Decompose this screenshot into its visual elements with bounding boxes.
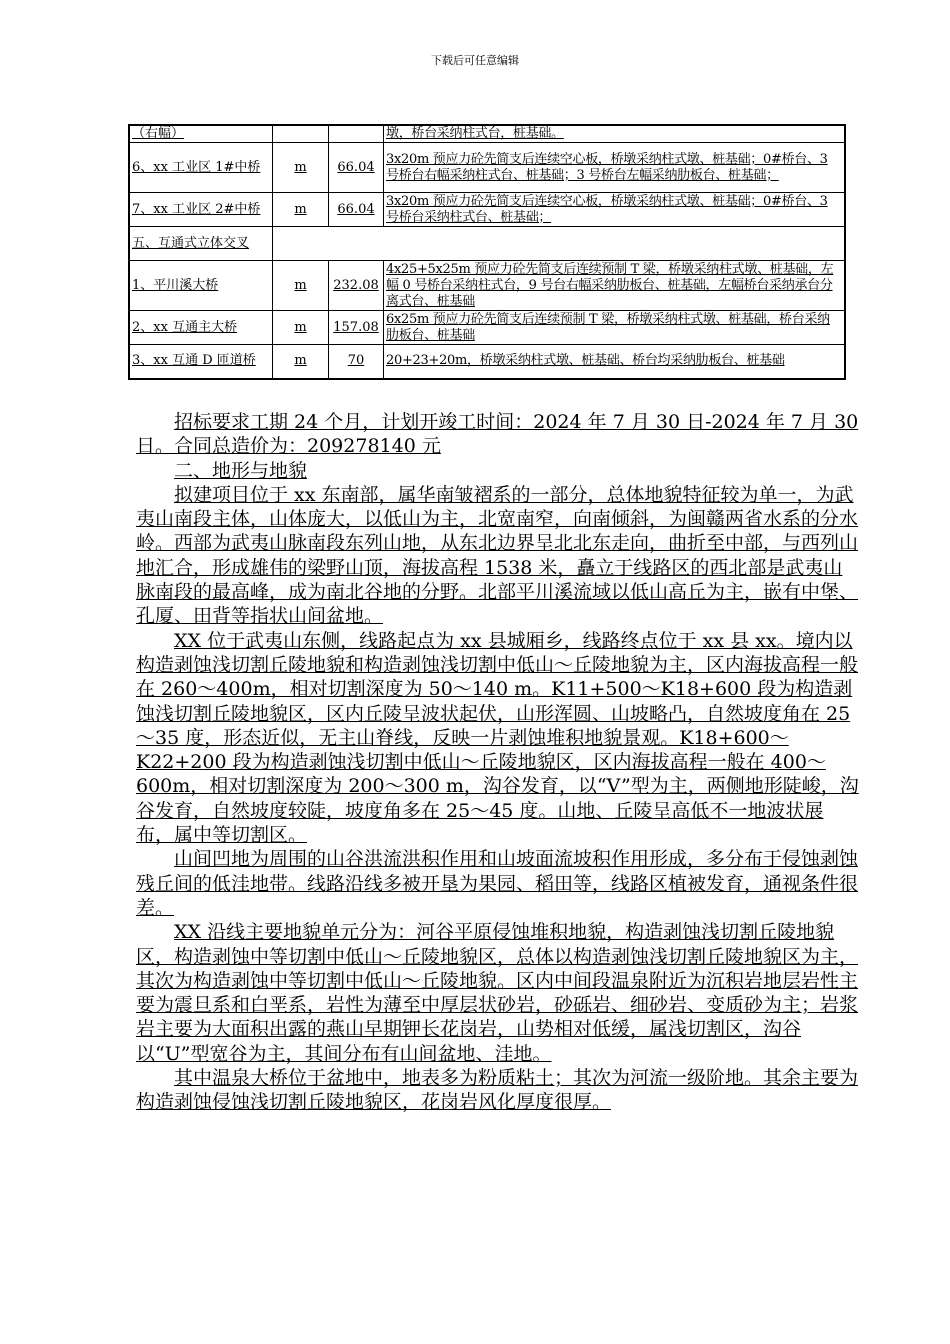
table-row [129,125,845,143]
paragraph-landform-units: XX 沿线主要地貌单元分为：河谷平原侵蚀堆积地貌，构造剥蚀浅切割丘陵地貌区，构造剥蚀中等切割中低山～丘陵地貌区，总体以构造剥蚀浅切割丘陵地貌区为主，其次为构造剥蚀中等切割中低山～丘陵地貌。区内中间段温泉附近为沉积岩地层岩性主要为震旦系和白垩系，岩性为薄至中厚层状砂岩，砂砾岩、细砂岩、变质砂为主；岩浆岩主要为大面积出露的燕山早期钾长花岗岩，山势相对低缓，属浅切割区，沟谷以“U”型宽谷为主，其间分布有山间盆地、洼地。 [136,921,859,1065]
bridge-spec-table [128,124,846,380]
paragraph-schedule: 招标要求工期 24 个月，计划开竣工时间：2024 年 7 月 30 日-2024 年 7 月 30 日。合同总造价为：209278140 元 [136,411,859,458]
cell-bridge-name: （右幅） [129,125,273,143]
cell-length [329,125,384,143]
cell-length: 66.04 [329,193,384,227]
table-row [129,143,845,193]
cell-length: 66.04 [329,143,384,193]
header-note: 下载后可任意编辑 [431,54,519,67]
cell-description: 4x25+5x25m 预应力砼先简支后连续预制 T 梁，桥墩采纳柱式墩、桩基础，左幅 0 号桥台采纳柱式台，9 号台右幅采纳肋板台、桩基础，左幅桥台采纳承台分离式台、桩基础 [384,261,846,311]
cell-unit: m [273,193,329,227]
cell-unit [273,125,329,143]
cell-description: 3x20m 预应力砼先简支后连续空心板，桥墩采纳柱式墩、桩基础；0#桥台、3 号桥台右幅采纳柱式台、桩基础；3 号桥台左幅采纳肋板台、桩基础； [384,143,846,193]
cell-bridge-name: 1、平川溪大桥 [129,261,273,311]
paragraph-route-landform: XX 位于武夷山东侧，线路起点为 xx 县城厢乡，线路终点位于 xx 县 xx。境内以构造剥蚀浅切割丘陵地貌和构造剥蚀浅切割中低山～丘陵地貌为主，区内海拔高程一般在 260～400m，相对切割深度为 50～140 m。K11+500～K18+600 段为构造剥蚀浅切割丘陵地貌区，区内丘陵呈波状起伏，山形浑圆、山坡略凸，自然坡度角在 25～35 度，形态近似，无主山脊线，反映一片剥蚀堆积地貌景观。K18+600～K22+200 段为构造剥蚀浅切割中低山～丘陵地貌区，区内海拔高程一般在 400～600m，相对切割深度为 200～300 m，沟谷发育，以“V”型为主，两侧地形陡峻，沟谷发育，自然坡度较陡，坡度角多在 25～45 度。山地、丘陵呈高低不一地波状展布，属中等切割区。 [136,629,859,847]
table-row [129,345,845,379]
body-text [136,410,860,1115]
cell-bridge-name: 6、xx 工业区 1#中桥 [129,143,273,193]
cell-description: 20+23+20m，桥墩采纳柱式墩、桩基础、桥台均采纳肋板台、桩基础 [384,345,846,379]
table-row [129,227,845,261]
cell-unit: m [273,311,329,345]
table-row [129,261,845,311]
cell-unit: m [273,143,329,193]
cell-unit: m [273,345,329,379]
cell-bridge-name: 7、xx 工业区 2#中桥 [129,193,273,227]
cell-description: 3x20m 预应力砼先简支后连续空心板，桥墩采纳柱式墩、桩基础；0#桥台、3 号桥台采纳柱式台、桩基础； [384,193,846,227]
cell-description: 6x25m 预应力砼先简支后连续预制 T 梁，桥墩采纳柱式墩、桩基础，桥台采纳肋板台、桩基础 [384,311,846,345]
paragraph-terrain-overview: 拟建项目位于 xx 东南部，属华南皱褶系的一部分，总体地貌特征较为单一，为武夷山南段主体，山体庞大，以低山为主，北宽南窄，向南倾斜，为闽赣两省水系的分水岭。西部为武夷山脉南段东列山地，从东北边界呈北北东走向，曲折至中部，与西列山地汇合，形成雄伟的梁野山顶，海拔高程 1538 米，矗立于线路区的西北部是武夷山脉南段的最高峰，成为南北谷地的分野。北部平川溪流域以低山高丘为主，嵌有中堡、孔厦、田背等指状山间盆地。 [136,483,859,628]
paragraph-depression: 山间凹地为周围的山谷洪流洪积作用和山坡面流坡积作用形成，多分布于侵蚀剥蚀残丘间的低洼地带。线路沿线多被开垦为果园、稻田等，线路区植被发育，通视条件很差。 [136,848,859,919]
cell-unit: m [273,261,329,311]
cell-section-empty [273,227,846,261]
cell-length: 232.08 [329,261,384,311]
cell-description: 墩，桥台采纳柱式台，桩基础。 [384,125,846,143]
cell-length: 157.08 [329,311,384,345]
cell-section-name: 五、互通式立体交叉 [129,227,273,261]
cell-bridge-name: 3、xx 互通 D 匝道桥 [129,345,273,379]
cell-length: 70 [329,345,384,379]
paragraph-hot-spring-bridge: 其中温泉大桥位于盆地中，地表多为粉质粘土；其次为河流一级阶地。其余主要为构造剥蚀侵蚀浅切割丘陵地貌区，花岗岩风化厚度很厚。 [136,1067,859,1114]
section-heading-terrain: 二、地形与地貌 [174,459,308,482]
table-row [129,193,845,227]
cell-bridge-name: 2、xx 互通主大桥 [129,311,273,345]
table-row [129,311,845,345]
